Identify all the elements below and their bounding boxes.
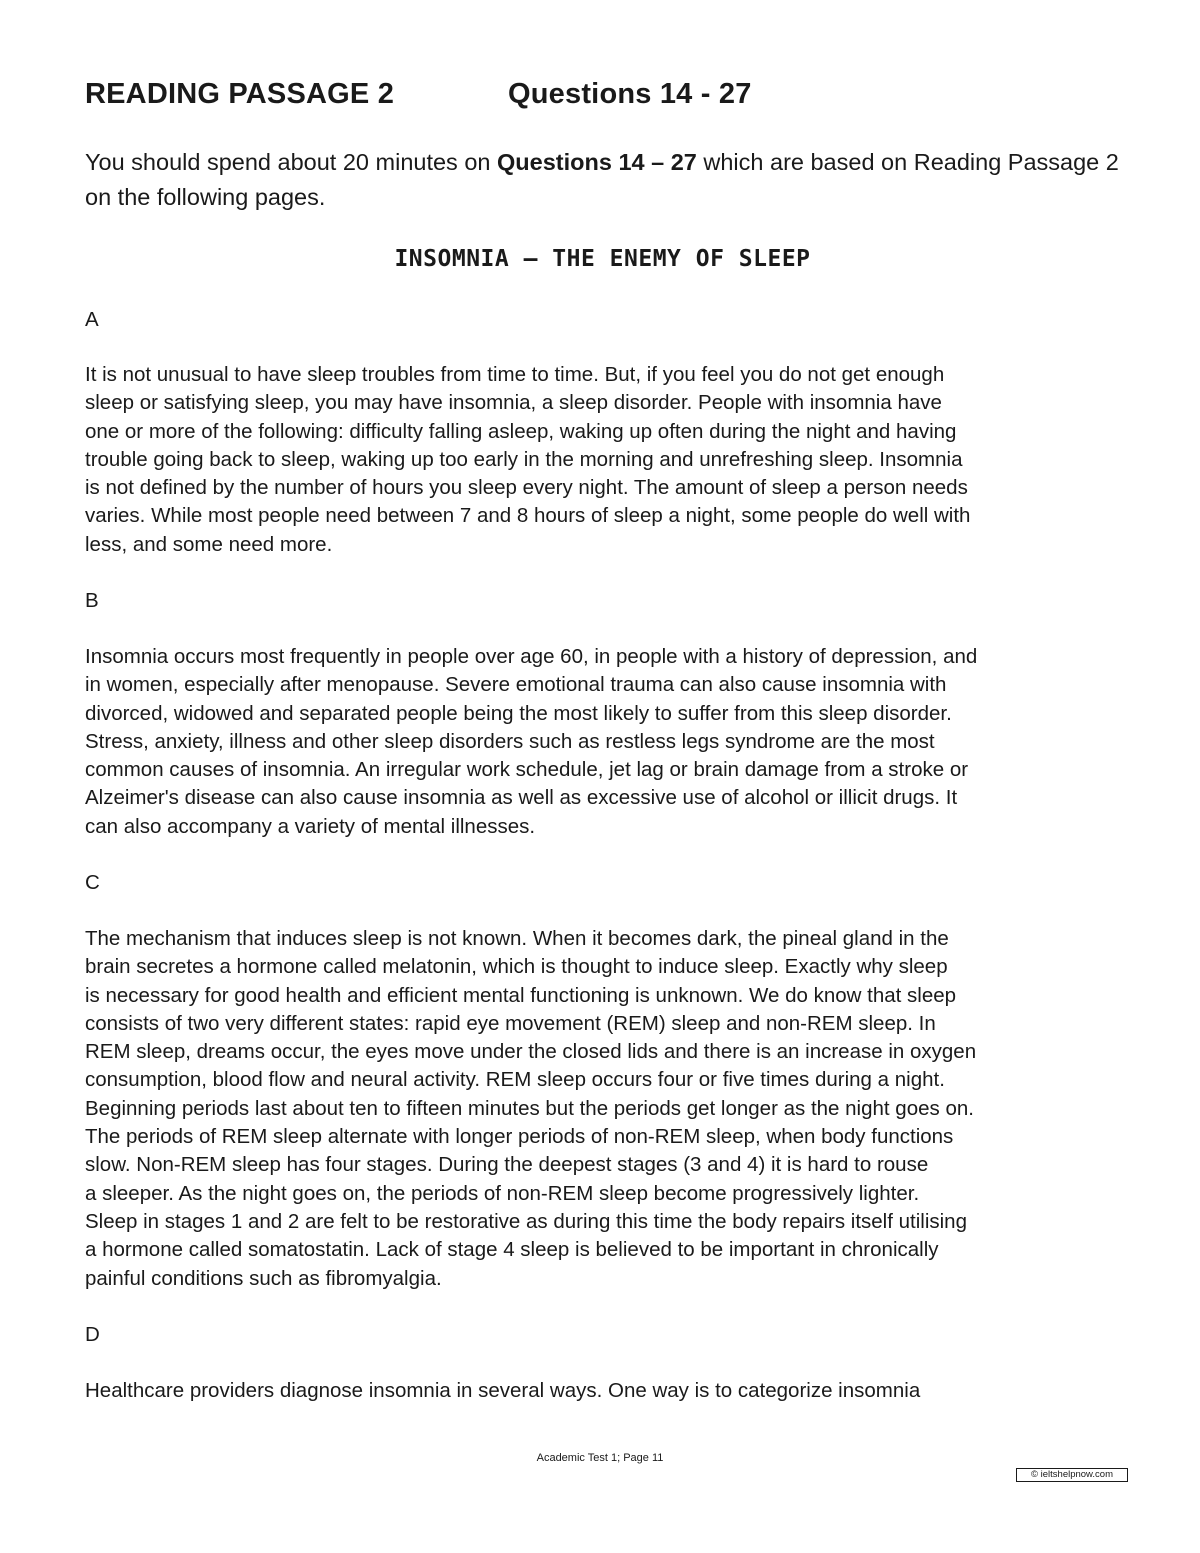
questions-label: Questions 14 - 27 — [508, 78, 752, 110]
page-footer: Academic Test 1; Page 11 — [536, 1452, 664, 1464]
instructions-text-1: You should spend about 20 minutes on — [85, 149, 498, 175]
paragraph-a: It is not unusual to have sleep troubles from time to time. But, if you feel you do not get enough sleep or satisfying sleep, you may have insomnia, a sleep disorder. People with insomnia have one or more of the following: difficulty falling asleep, waking up often during the night and having trouble going back to sleep, waking up too early in the morning and unrefreshing sleep. Insomnia is not defined by the number of hours you sleep every night. The amount of sleep a person needs varies. While most people need between 7 and 8 hours of sleep a night, some people do well with less, and some need more. — [85, 363, 971, 556]
section-letter-d: D — [85, 1323, 100, 1346]
passage-label: READING PASSAGE 2 — [85, 78, 395, 110]
instructions-text-2: which are based on Reading Passage 2 on the following pages. — [85, 149, 1119, 210]
section-letter-c: C — [85, 871, 100, 894]
passage-title: INSOMNIA – THE ENEMY OF SLEEP — [394, 246, 811, 272]
passage-heading — [85, 78, 752, 111]
instructions — [85, 145, 1120, 215]
instructions-questions: Questions 14 – 27 — [497, 149, 697, 175]
section-letter-a: A — [85, 308, 99, 331]
paragraph-c: The mechanism that induces sleep is not known. When it becomes dark, the pineal gland in the brain secretes a hormone called melatonin, which is thought to induce sleep. Exactly why sleep is necessary for good health and efficient mental functioning is unknown. We do know that sleep consists of two very different states: rapid eye movement (REM) sleep and non-REM sleep. In REM sleep, dreams occur, the eyes move under the closed lids and there is an increase in oxygen consumption, blood flow and neural activity. REM sleep occurs four or five times during a night. Beginning periods last about ten to fifteen minutes but the periods get longer as the night goes on. The periods of REM sleep alternate with longer periods of non-REM sleep, when body functions slow. Non-REM sleep has four stages. During the deepest stages (3 and 4) it is hard to rouse a sleeper. As the night goes on, the periods of non-REM sleep become progressively lighter. Sleep in stages 1 and 2 are felt to be restorative as during this time the body repairs itself utilising a hormone called somatostatin. Lack of stage 4 sleep is believed to be important in chronically painful conditions such as fibromyalgia. — [85, 927, 977, 1290]
section-letter-b: B — [85, 589, 99, 612]
paragraph-b: Insomnia occurs most frequently in people over age 60, in people with a history of depression, and in women, especially after menopause. Severe emotional trauma can also cause insomnia with divorced, widowed and separated people being the most likely to suffer from this sleep disorder. Stress, anxiety, illness and other sleep disorders such as restless legs syndrome are the most common causes of insomnia. An irregular work schedule, jet lag or brain damage from a stroke or Alzeimer's disease can also cause insomnia as well as excessive use of alcohol or illicit drugs. It can also accompany a variety of mental illnesses. — [85, 645, 978, 838]
copyright-box: © ieltshelpnow.com — [1016, 1468, 1128, 1482]
paragraph-d: Healthcare providers diagnose insomnia in several ways. One way is to categorize insomnia — [85, 1379, 921, 1402]
